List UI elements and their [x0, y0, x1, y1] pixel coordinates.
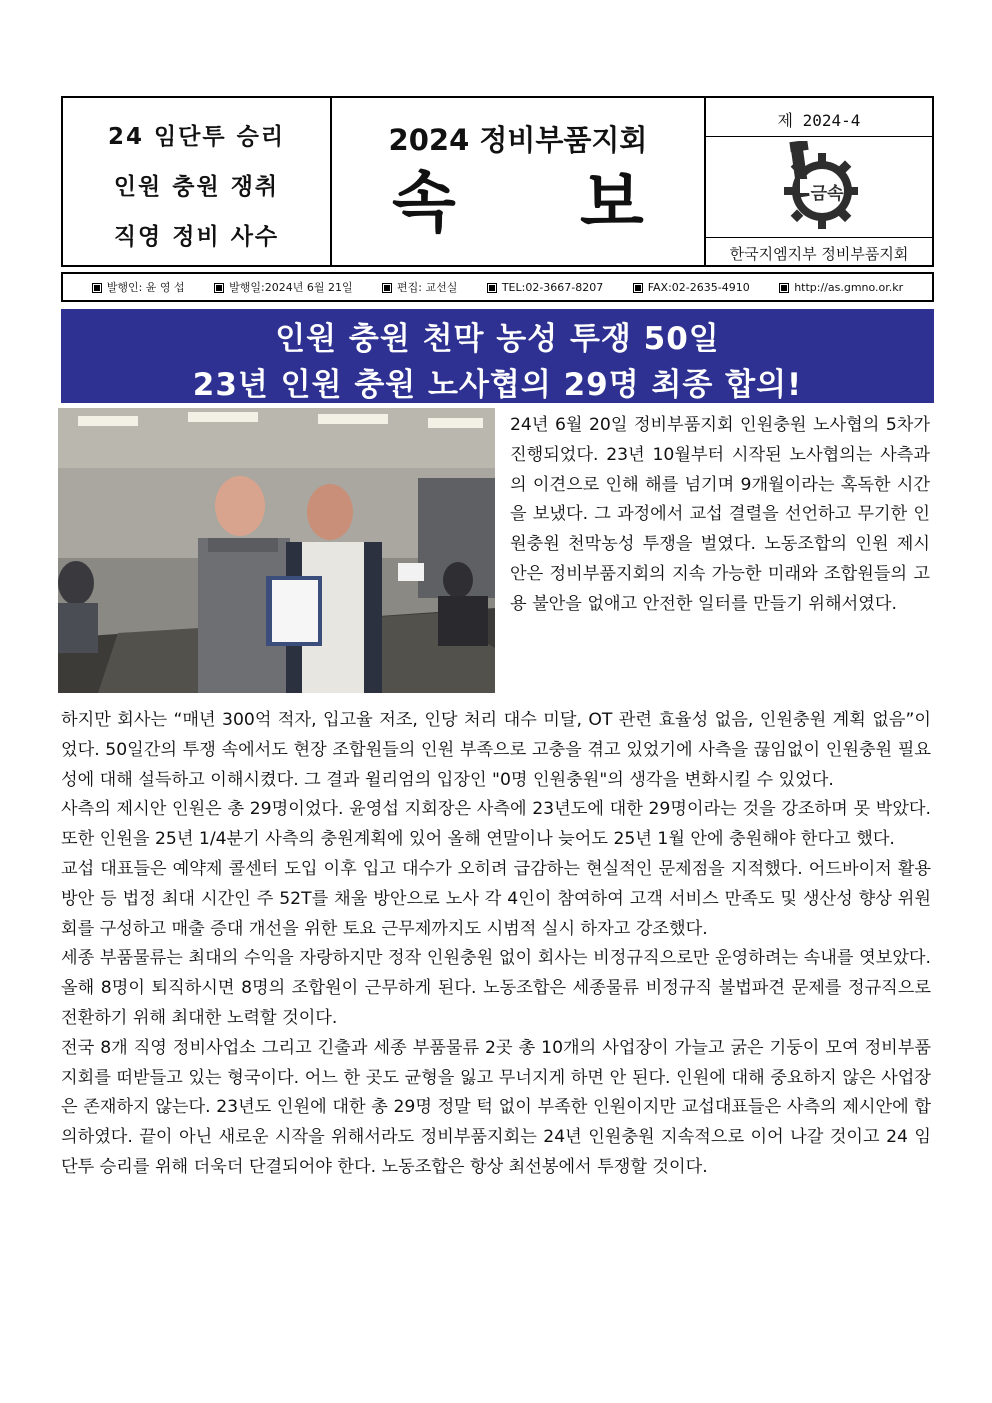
square-bullet-icon [382, 283, 392, 293]
url-text[interactable]: http://as.gmno.or.kr [794, 280, 904, 294]
intro-column [510, 411, 930, 620]
paragraph-3: 교섭 대표들은 예약제 콜센터 도입 이후 입고 대수가 오히려 급감하는 현실적인 문제점을 지적했다. 어드바이저 활용 방안 등 법정 최대 시간인 주 52T를 채울 방안으로 노사 각 4인이 참여하여 고객 서비스 만족도 및 생산성 향상 위원회를 구성하고 매출 증대 개선을 위한 토요 근무제까지도 시범적 실시 하자고 강조했다. [61, 858, 931, 939]
photo-illustration [58, 408, 495, 693]
sokbo-char-2: 보 [580, 164, 644, 241]
square-bullet-icon [633, 283, 643, 293]
publication-info-bar [61, 272, 934, 302]
masthead [61, 96, 934, 267]
square-bullet-icon [214, 283, 224, 293]
square-bullet-icon [487, 283, 497, 293]
url-info[interactable] [779, 281, 903, 294]
square-bullet-icon [92, 283, 102, 293]
publisher-text: 발행인: 윤 영 섭 [106, 281, 185, 294]
paragraph-2: 사측의 제시안 인원은 총 29명이었다. 윤영섭 지회장은 사측에 23년도에 대한 29명이라는 것을 강조하며 못 박았다. 또한 인원을 25년 1/4분기 사측의 충원계획에 있어 올해 연말이나 늦어도 25년 1월 안에 충원해야 한다고 했다. [61, 799, 931, 850]
editor-info [382, 279, 457, 295]
slogan-2: 인원 충원 쟁취 [113, 174, 280, 200]
headline-line-1: 인원 충원 천막 농성 투쟁 50일 [275, 321, 720, 357]
slogan-panel [63, 98, 332, 265]
logo-text: 금속 [810, 184, 844, 204]
slogan-3: 직영 정비 사수 [113, 224, 280, 250]
headline-banner [61, 309, 934, 403]
issue-number: 제 2024-4 [777, 111, 861, 130]
organization-name: 한국지엠지부 정비부품지회 [729, 245, 909, 263]
date-info [214, 279, 352, 295]
union-logo-icon [778, 141, 860, 233]
tel-info [487, 281, 603, 294]
newsletter-title: 2024 정비부품지회 [388, 123, 648, 157]
editor-text: 편집: 교선실 [397, 281, 458, 294]
news-photo [58, 408, 495, 693]
title-panel [332, 98, 706, 265]
paragraph-1: 하지만 회사는 “매년 300억 적자, 입고율 저조, 인당 처리 대수 미달, OT 관련 효율성 없음, 인원충원 계획 없음”이었다. 50일간의 투쟁 속에서도 현장 조합원들의 인원 부족으로 고충을 겪고 있었기에 사측을 끊임없이 인원충원 필요성에 대해 설득하고 이해시켰다. 그 결과 윌리엄의 입장인 "0명 인원충원"의 생각을 변화시킬 수 있었다. [61, 710, 931, 790]
fax-text: FAX:02-2635-4910 [647, 280, 750, 294]
article-body [61, 706, 931, 1183]
sokbo-char-1: 속 [392, 164, 456, 241]
publisher-info [92, 279, 185, 295]
paragraph-4: 세종 부품물류는 최대의 수익을 자랑하지만 정작 인원충원 없이 회사는 비정규직으로만 운영하려는 속내를 엿보았다. 올해 8명이 퇴직하시면 8명의 조합원이 근무하게 된다. 노동조합은 세종물류 비정규직 불법파견 문제를 정규직으로 전환하기 위해 최대한 노력할 것이다. [61, 948, 931, 1028]
issue-panel [706, 98, 932, 265]
logo-box [706, 136, 932, 238]
paragraph-5: 전국 8개 직영 정비사업소 그리고 긴출과 세종 부품물류 2곳 총 10개의 사업장이 가늘고 굵은 기둥이 모여 정비부품지회를 떠받들고 있는 형국이다. 어느 한 곳도 균형을 잃고 무너지게 하면 안 된다. 인원에 대해 중요하지 않은 사업장은 존재하지 않는다. 23년도 인원에 대한 총 29명 정말 턱 없이 부족한 인원이지만 교섭대표들은 사측의 제시안에 합의하였다. 끝이 아닌 새로운 시작을 위해서라도 정비부품지회는 24년 인원충원 지속적으로 이어 나갈 것이고 24 임단투 승리를 위해 더욱더 단결되어야 한다. 노동조합은 항상 최선봉에서 투쟁할 것이다. [61, 1037, 931, 1177]
date-text: 발행일:2024년 6월 21일 [229, 281, 353, 294]
square-bullet-icon [779, 283, 789, 293]
headline-line-2: 23년 인원 충원 노사협의 29명 최종 합의! [192, 367, 803, 403]
tel-text: TEL:02-3667-8207 [501, 280, 604, 294]
fax-info [633, 281, 750, 294]
slogan-1: 24 임단투 승리 [107, 124, 286, 150]
intro-paragraph: 24년 6월 20일 정비부품지회 인원충원 노사협의 5차가 진행되었다. 23년 10월부터 시작된 노사협의는 사측과의 이견으로 인해 해를 넘기며 9개월이라는 혹독한 시간을 보냈다. 그 과정에서 교섭 결렬을 선언하고 무기한 인원충원 천막농성 투쟁을 벌였다. 노동조합의 인원 제시안은 정비부품지회의 지속 가능한 미래와 조합원들의 고용 불안을 없애고 안전한 일터를 만들기 위해서였다. [510, 415, 930, 614]
